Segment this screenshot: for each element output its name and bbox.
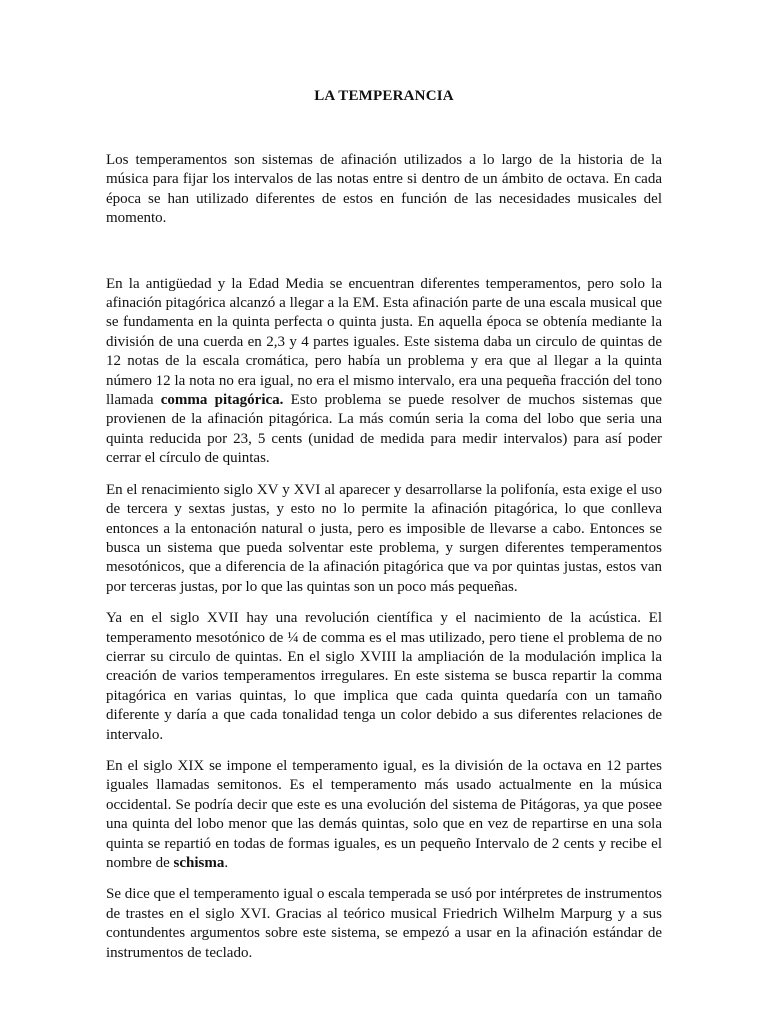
- document-page: [106, 88, 662, 975]
- paragraph-text: En el siglo XIX se impone el temperamento igual, es la división de la octava en 12 partes iguales llamadas semitonos. Es el temperamento más usado actualmente en la música occidental. Se podría decir que este es una evolución del sistema de Pitágoras, ya que posee una quinta del lobo menor que las demás quintas, solo que en vez de repartirse en una sola quinta se repartió en todas de formas iguales, es un pequeño Intervalo de 2 cents y recibe el nombre de: [106, 757, 662, 871]
- document-title: LA TEMPERANCIA: [314, 88, 454, 104]
- paragraph-19th-century: [106, 757, 662, 873]
- paragraph-intro: [106, 151, 662, 229]
- paragraph-text: En el renacimiento siglo XV y XVI al aparecer y desarrollarse la polifonía, esta exige el uso de tercera y sextas justas, y esto no lo permite la afinación pitagórica, lo que conlleva entonces a la entonación natural o justa, pero es imposible de llevarse a cabo. Entonces se busca un sistema que pueda solventar este problema, y surgen diferentes temperamentos mesotónicos, que a diferencia de la afinación pitagórica que va por quintas justas, estos van por terceras justas, por lo que las quintas son un poco más pequeñas.: [106, 481, 662, 595]
- bold-term-schisma: schisma: [173, 855, 225, 871]
- paragraph-17th-century: [106, 609, 662, 745]
- paragraph-antiquity: [106, 275, 662, 469]
- paragraph-equal-temperament: [106, 885, 662, 963]
- bold-term-comma-pitagorica: comma pitagórica.: [160, 392, 284, 409]
- paragraph-text: Los temperamentos son sistemas de afinación utilizados a lo largo de la historia de la música para fijar los intervalos de las notas entre si dentro de un ámbito de octava. En cada época se han utilizado diferentes de estos en función de las necesidades musicales del momento.: [106, 152, 662, 227]
- paragraph-text: Ya en el siglo XVII hay una revolución científica y el nacimiento de la acústica. El temperamento mesotónico de ¼ de comma es el mas utilizado, pero tiene el problema de no cierrar su circulo de quintas. En el siglo XVIII la ampliación de la modulación implica la creación de varios temperamentos irregulares. En este sistema se busca repartir la comma pitagórica en varias quintas, lo que implica que cada quinta quedaría con un tamaño diferente y daría a que cada tonalidad tenga un color debido a sus diferentes relaciones de intervalo.: [106, 610, 662, 743]
- paragraph-text: .: [224, 855, 229, 871]
- paragraph-text: En la antigüedad y la Edad Media se encuentran diferentes temperamentos, pero solo la afinación pitagórica alcanzó a llegar a la EM. Esta afinación parte de una escala musical que se fundamenta en la quinta perfecta o quinta justa. En aquella época se obtenía mediante la división de una cuerda en 2,3 y 4 partes iguales. Este sistema daba un circulo de quintas de 12 notas de la escala cromática, pero había un problema y era que al llegar a la quinta número 12 la nota no era igual, no era el mismo intervalo, era una pequeña fracción del tono llamada: [106, 275, 662, 409]
- paragraph-text: Se dice que el temperamento igual o escala temperada se usó por intérpretes de instrumentos de trastes en el siglo XVI. Gracias al teórico musical Friedrich Wilhelm Marpurg y a sus contundentes argumentos sobre este sistema, se empezó a usar en la afinación estándar de instrumentos de teclado.: [106, 886, 662, 961]
- paragraph-text: Esto problema se puede resolver de muchos sistemas que provienen de la afinación pitagórica. La más común seria la coma del lobo que seria una quinta reducida por 23, 5 cents (unidad de medida para medir intervalos) para así poder cerrar el círculo de quintas.: [106, 392, 663, 467]
- paragraph-renaissance: [106, 481, 662, 597]
